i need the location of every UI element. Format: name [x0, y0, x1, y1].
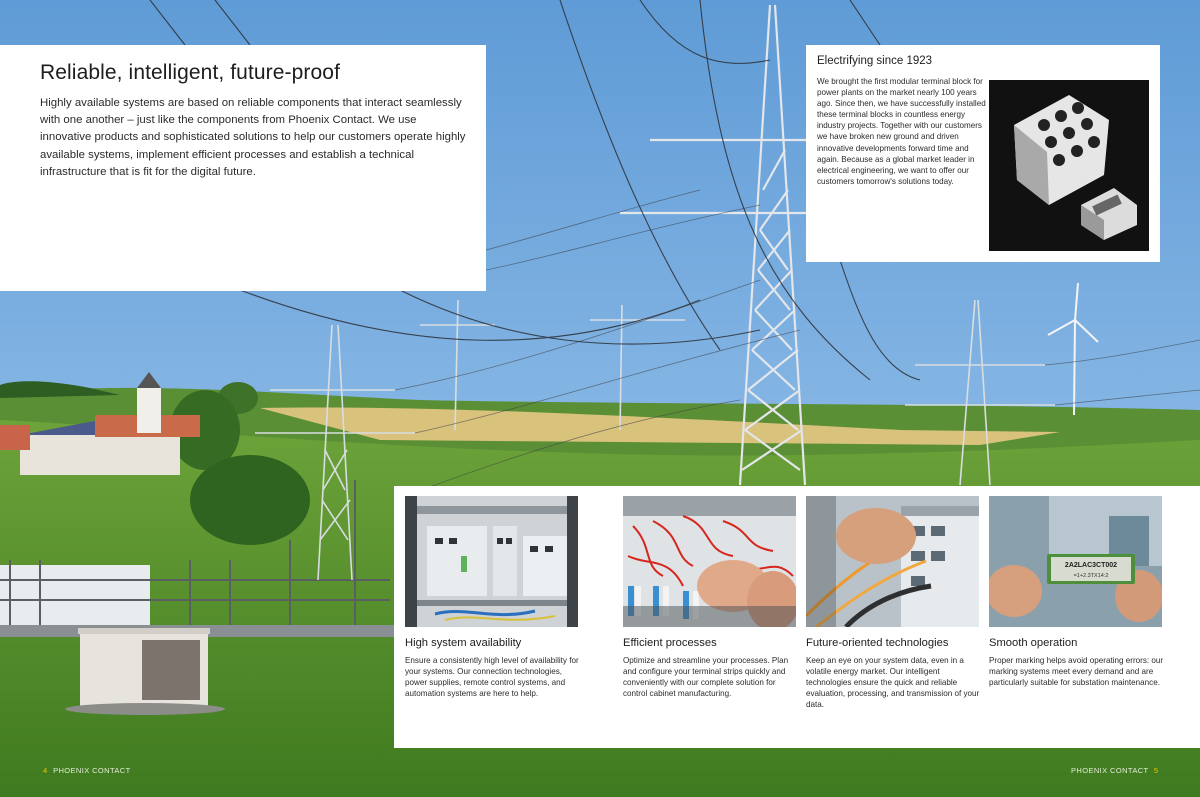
footer-left: [40, 766, 131, 775]
feature-text-operation: Proper marking helps avoid operating errors: our marking systems meet every demand and are particularly suitable for substation maintenance.: [989, 656, 1164, 688]
page-title: Reliable, intelligent, future-proof: [40, 61, 341, 84]
terminal-wiring-photo: [623, 496, 796, 627]
brand-right: PHOENIX CONTACT: [1071, 766, 1149, 775]
history-panel: [806, 45, 1160, 262]
terminal-block-photo: [989, 80, 1149, 251]
marker-label-code: 2A2LAC3CT002: [1064, 562, 1118, 569]
marking-label-photo: [989, 496, 1162, 627]
page-number-right: 5: [1153, 766, 1159, 775]
feature-card-availability: [405, 496, 580, 699]
history-title: Electrifying since 1923: [817, 55, 933, 67]
intro-panel: [0, 45, 486, 291]
feature-text-technologies: Keep an eye on your system data, even in a volatile energy market. Our intelligent technologies ensure the quick and reliable evaluation, processing, and transmission of your data.: [806, 656, 980, 710]
intro-text: Highly available systems are based on reliable components that interact seamlessly with one another – just like the components from Phoenix Contact. We use innovative products and sophisticated solutions to help our customers operate highly available systems, implement efficient processes and establish a technical infrastructure that is fit for the digital future.: [40, 97, 466, 178]
feature-title-operation: Smooth operation: [989, 637, 1078, 649]
feature-card-processes: [623, 496, 798, 699]
feature-text-availability: Ensure a consistently high level of availability for your systems. Our connection technologies, power supplies, remote control systems, and automation systems are here to help.: [405, 656, 579, 699]
page-number-left: 4: [43, 766, 48, 775]
history-text: We brought the first modular terminal block for power plants on the market nearly 100 years ago. Since then, we have successfully installed these terminal blocks in countless energy industry projects. Together with our customers we have broken new ground and driven innovative developments forward time and again. Because as a global market leader in electrical engineering, we want to offer our customers tomorrow's solutions today.: [817, 77, 986, 186]
footer-right: [1071, 766, 1161, 775]
feature-card-technologies: [806, 496, 981, 710]
feature-title-processes: Efficient processes: [623, 637, 717, 649]
power-supply-photo: [405, 496, 578, 627]
fiber-optic-photo: [806, 496, 979, 627]
feature-card-operation: [989, 496, 1164, 688]
marker-label-ref: =1+2.3TX14:2: [1073, 573, 1109, 579]
features-panel: [394, 486, 1200, 748]
feature-title-technologies: Future-oriented technologies: [806, 637, 949, 649]
brand-left: PHOENIX CONTACT: [53, 766, 131, 775]
feature-title-availability: High system availability: [405, 637, 522, 649]
feature-text-processes: Optimize and streamline your processes. Plan and configure your terminal strips quickly and conveniently with our complete solution for control cabinet manufacturing.: [623, 656, 789, 699]
